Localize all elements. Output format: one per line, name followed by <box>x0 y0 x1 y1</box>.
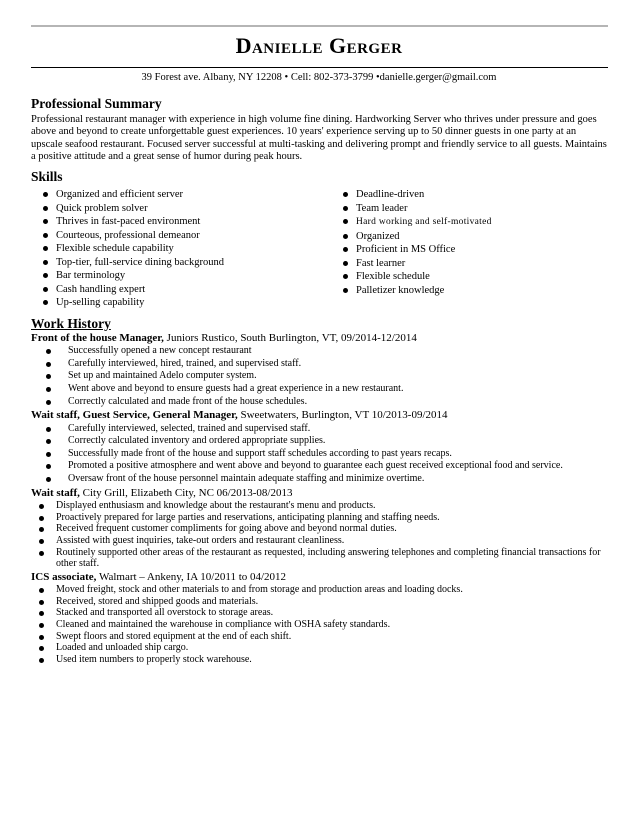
bullet-icon <box>343 219 348 224</box>
duty-item <box>43 448 608 461</box>
bullet-icon <box>39 504 44 509</box>
job-entry <box>31 332 608 408</box>
summary-text: Professional restaurant manager with experience in high volume fine dining. Hardworking Server who thrives under pressure and goes above and beyond to create unforgettable guest experiences. 10 years' experience serving up to 50 dinner guests in one party at an upscale seafood restaurant. Focused server successful at multi-tasking and delivering prompt and friendly service to all guests. Maintains a positive attitude and a great sense of humor during peak hours. <box>31 114 607 162</box>
duty-item <box>36 642 608 654</box>
job-entry <box>31 409 608 485</box>
candidate-name: Danielle Gerger <box>235 33 403 58</box>
skills-column-right <box>343 188 492 310</box>
duty-text: Correctly calculated and made front of the house schedules. <box>68 395 308 407</box>
skill-item <box>343 270 492 284</box>
duty-item <box>43 358 608 371</box>
skill-item <box>343 257 492 271</box>
skills-column-left <box>31 188 343 310</box>
skill-item <box>343 202 492 216</box>
bullet-icon <box>39 611 44 616</box>
duty-text: Used item numbers to properly stock warehouse. <box>56 653 252 665</box>
job-details: City Grill, Elizabeth City, NC 06/2013-08/2013 <box>79 486 293 499</box>
duty-text: Received frequent customer compliments for going above and beyond normal duties. <box>56 523 397 535</box>
bullet-icon <box>39 527 44 532</box>
bullet-icon <box>39 635 44 640</box>
job-duties <box>31 584 608 665</box>
job-duties <box>31 345 608 408</box>
bullet-icon <box>43 192 48 197</box>
bullet-icon <box>46 427 51 432</box>
job-role: ICS associate, <box>31 570 97 583</box>
bullet-icon <box>43 219 48 224</box>
bullet-icon <box>46 362 51 367</box>
skill-item <box>43 296 343 310</box>
bullet-icon <box>46 452 51 457</box>
bullet-icon <box>343 261 348 266</box>
skill-item <box>43 215 343 229</box>
job-duties <box>31 500 608 570</box>
skill-label: Flexible schedule capability <box>56 243 174 255</box>
duty-item <box>36 547 608 570</box>
bullet-icon <box>39 658 44 663</box>
bullet-icon <box>46 477 51 482</box>
duty-text: Loaded and unloaded ship cargo. <box>56 642 189 654</box>
job-heading <box>31 487 608 501</box>
skill-label: Top-tier, full-service dining background <box>56 256 224 268</box>
skill-item <box>343 243 492 257</box>
skill-label: Up-selling capability <box>56 297 145 309</box>
duty-item <box>36 607 608 619</box>
duty-text: Cleaned and maintained the warehouse in compliance with OSHA safety standards. <box>56 618 391 630</box>
job-entry <box>31 487 608 570</box>
job-role: Front of the house Manager, <box>31 331 164 344</box>
top-divider <box>31 25 608 27</box>
duty-item <box>43 396 608 409</box>
duty-text: Successfully opened a new concept restaurant <box>68 345 252 357</box>
duty-item <box>36 654 608 666</box>
skills-heading: Skills <box>31 169 63 185</box>
summary-heading: Professional Summary <box>31 96 162 111</box>
skill-item <box>43 269 343 283</box>
job-duties <box>31 423 608 486</box>
duty-item <box>43 345 608 358</box>
duty-text: Correctly calculated inventory and ordered appropriate supplies. <box>68 435 326 447</box>
bullet-icon <box>46 349 51 354</box>
duty-item <box>36 596 608 608</box>
skill-label: Organized <box>356 230 400 242</box>
bullet-icon <box>43 233 48 238</box>
job-role: Wait staff, Guest Service, General Manager, <box>31 409 238 422</box>
bullet-icon <box>343 206 348 211</box>
duty-text: Carefully interviewed, hired, trained, and supervised staff. <box>68 357 302 369</box>
skill-item <box>343 215 492 230</box>
duty-text: Oversaw front of the house personnel maintain adequate staffing and minimize overtime. <box>68 473 425 485</box>
job-details: Sweetwaters, Burlington, VT 10/2013-09/2014 <box>237 409 448 422</box>
bullet-icon <box>343 274 348 279</box>
duty-item <box>36 584 608 596</box>
job-heading <box>31 409 608 423</box>
job-heading <box>31 332 608 346</box>
duty-text: Assisted with guest inquiries, take-out orders and restaurant cleanliness. <box>56 534 345 546</box>
duty-text: Set up and maintained Adelo computer system. <box>68 370 257 382</box>
bullet-icon <box>39 623 44 628</box>
duty-item <box>36 512 608 524</box>
duty-item <box>43 423 608 436</box>
skill-label: Palletizer knowledge <box>356 284 445 296</box>
skill-item <box>343 188 492 202</box>
bullet-icon <box>46 439 51 444</box>
bullet-icon <box>46 400 51 405</box>
bullet-icon <box>343 247 348 252</box>
skill-label: Team leader <box>356 202 408 214</box>
skill-label: Flexible schedule <box>356 271 430 283</box>
duty-text: Carefully interviewed, selected, trained and supervised staff. <box>68 422 311 434</box>
duty-text: Stacked and transported all overstock to storage areas. <box>56 607 274 619</box>
duty-item <box>43 460 608 473</box>
bullet-icon <box>43 246 48 251</box>
bullet-icon <box>43 260 48 265</box>
skill-item <box>43 283 343 297</box>
duty-text: Moved freight, stock and other materials to and from storage and production areas and loading docks. <box>56 584 463 596</box>
bullet-icon <box>43 300 48 305</box>
skill-item <box>43 256 343 270</box>
duty-item <box>36 535 608 547</box>
duty-item <box>36 631 608 643</box>
skill-label: Hard working and self-motivated <box>356 217 492 228</box>
skills-list <box>31 188 608 310</box>
duty-text: Displayed enthusiasm and knowledge about the restaurant's menu and products. <box>56 500 376 512</box>
bullet-icon <box>39 516 44 521</box>
duty-item <box>36 523 608 535</box>
duty-item <box>36 500 608 512</box>
resume-body <box>31 96 608 666</box>
bullet-icon <box>39 588 44 593</box>
job-heading <box>31 571 608 585</box>
bullet-icon <box>43 206 48 211</box>
bullet-icon <box>43 273 48 278</box>
duty-text: Went above and beyond to ensure guests had a great experience in a new restaurant. <box>68 382 404 394</box>
header-divider <box>31 67 608 68</box>
duty-text: Successfully made front of the house and support staff schedules according to past years recaps. <box>68 447 452 459</box>
duty-text: Proactively prepared for large parties and reservations, anticipating planning and staffing needs. <box>56 511 440 523</box>
skill-label: Deadline-driven <box>356 189 425 201</box>
skill-label: Organized and efficient server <box>56 189 184 201</box>
work-history-heading: Work History <box>31 315 111 331</box>
skill-item <box>343 284 492 298</box>
bullet-icon <box>343 288 348 293</box>
bullet-icon <box>39 600 44 605</box>
job-details: Juniors Rustico, South Burlington, VT, 09/2014-12/2014 <box>163 331 417 344</box>
duty-text: Received, stored and shipped goods and materials. <box>56 595 259 607</box>
job-role: Wait staff, <box>31 486 80 499</box>
duty-text: Promoted a positive atmosphere and went above and beyond to guarantee each guest received exceptional food and service. <box>68 460 563 472</box>
bullet-icon <box>46 387 51 392</box>
bullet-icon <box>39 539 44 544</box>
duty-item <box>43 370 608 383</box>
skill-item <box>343 230 492 244</box>
skill-label: Proficient in MS Office <box>356 244 456 256</box>
duty-item <box>43 383 608 396</box>
duty-text: Routinely supported other areas of the restaurant as requested, including answering telephones and completing financial transactions for other staff. <box>56 546 601 570</box>
duty-text: Swept floors and stored equipment at the end of each shift. <box>56 630 292 642</box>
skill-label: Quick problem solver <box>56 202 148 214</box>
bullet-icon <box>343 234 348 239</box>
duty-item <box>36 619 608 631</box>
bullet-icon <box>43 287 48 292</box>
skill-item <box>43 188 343 202</box>
skill-label: Thrives in fast-paced environment <box>56 216 201 228</box>
skill-item <box>43 242 343 256</box>
job-entry <box>31 571 608 666</box>
bullet-icon <box>39 551 44 556</box>
duty-item <box>43 435 608 448</box>
bullet-icon <box>343 192 348 197</box>
bullet-icon <box>39 646 44 651</box>
skill-label: Cash handling expert <box>56 283 146 295</box>
bullet-icon <box>46 374 51 379</box>
contact-line: 39 Forest ave. Albany, NY 12208 • Cell: 802-373-3799 •danielle.gerger@gmail.com <box>141 72 497 83</box>
job-details: Walmart – Ankeny, IA 10/2011 to 04/2012 <box>96 570 287 583</box>
bullet-icon <box>46 464 51 469</box>
skill-label: Bar terminology <box>56 270 126 282</box>
skill-item <box>43 202 343 216</box>
skill-item <box>43 229 343 243</box>
duty-item <box>43 473 608 486</box>
skill-label: Fast learner <box>356 257 406 269</box>
skill-label: Courteous, professional demeanor <box>56 229 200 241</box>
